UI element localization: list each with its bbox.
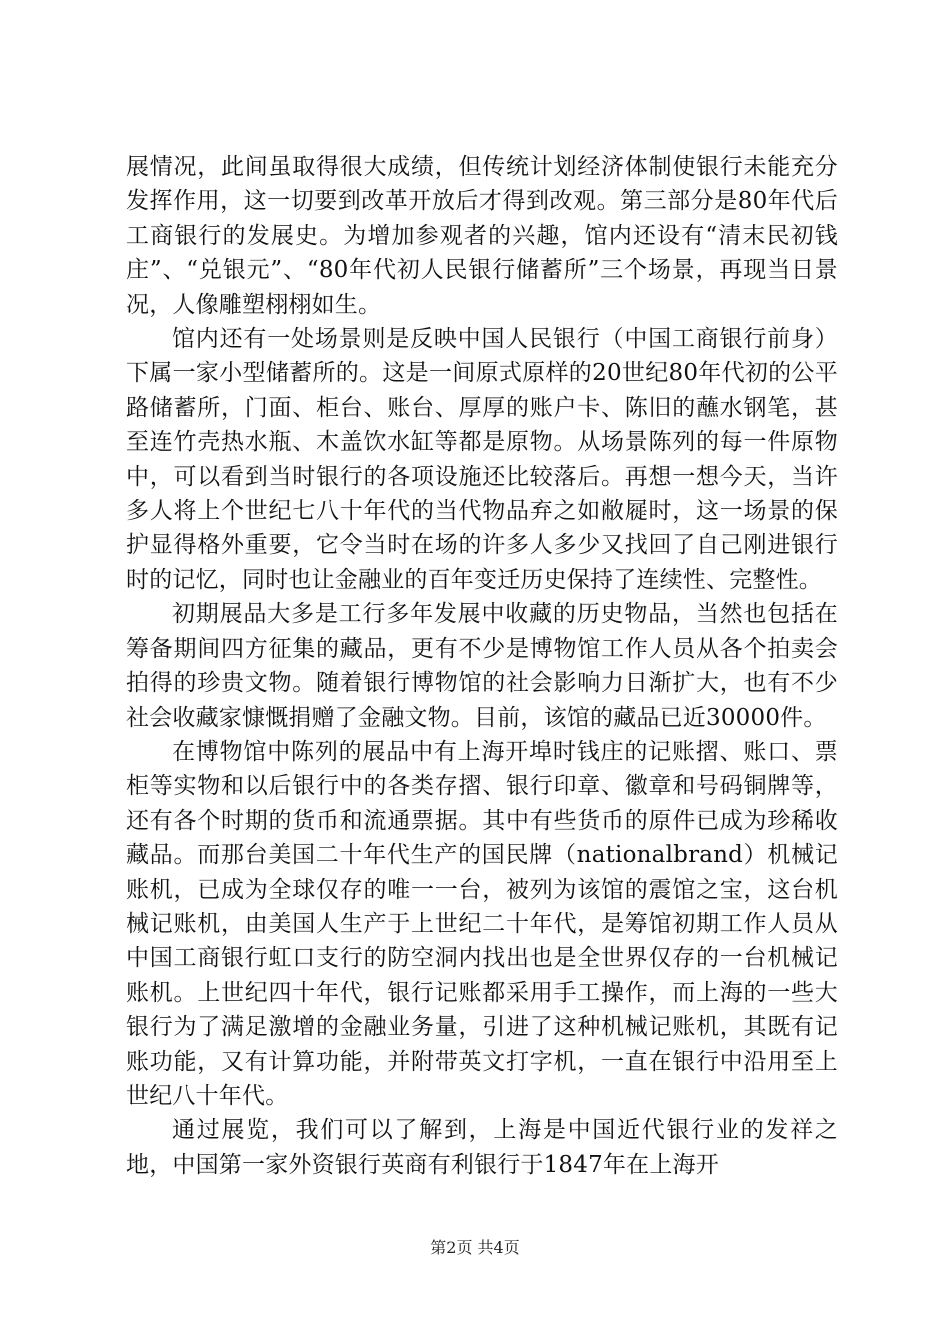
page-number-footer: 第2页 共4页 xyxy=(430,1238,520,1257)
paragraph-shanghai-banking-origin: 通过展览，我们可以了解到，上海是中国近代银行业的发祥之地，中国第一家外资银行英商有利银行于1847年在上海开 xyxy=(126,1117,838,1178)
paragraph-exhibits-bookkeeping-machine: 在博物馆中陈列的展品中有上海开埠时钱庄的记账摺、账口、票柜等实物和以后银行中的各类存摺、银行印章、徽章和号码铜牌等，还有各个时期的货币和流通票据。其中有些货币的原件已成为珍稀收藏品。而那台美国二十年代生产的国民牌（nationalbrand）机械记账机，已成为全球仅存的唯一一台，被列为该馆的震馆之宝，这台机械记账机，由美国人生产于上世纪二十年代，是筹馆初期工作人员从中国工商银行虹口支行的防空洞内找出也是全世界仅存的一台机械记账机。上世纪四十年代，银行记账都采用手工操作，而上海的一些大银行为了满足激增的金融业务量，引进了这种机械记账机，其既有记账功能，又有计算功能，并附带英文打字机，一直在银行中沿用至上世纪八十年代。 xyxy=(126,738,838,1109)
paragraph-early-exhibits: 初期展品大多是工行多年发展中收藏的历史物品，当然也包括在筹备期间四方征集的藏品，更有不少是博物馆工作人员从各个拍卖会拍得的珍贵文物。随着银行博物馆的社会影响力日渐扩大，也有不少社会收藏家慷慨捐赠了金融文物。目前，该馆的藏品已近30000件。 xyxy=(126,601,838,731)
document-body xyxy=(126,150,838,1182)
paragraph-savings-office-scene: 馆内还有一处场景则是反映中国人民银行（中国工商银行前身）下属一家小型储蓄所的。这是一间原式原样的20世纪80年代初的公平路储蓄所，门面、柜台、账台、厚厚的账户卡、陈旧的蘸水钢笔，甚至连竹壳热水瓶、木盖饮水缸等都是原物。从场景陈列的每一件原物中，可以看到当时银行的各项设施还比较落后。再想一想今天，当许多人将上个世纪七八十年代的当代物品弃之如敝屣时，这一场景的保护显得格外重要，它令当时在场的许多人多少又找回了自己刚进银行时的记忆，同时也让金融业的百年变迁历史保持了连续性、完整性。 xyxy=(126,326,838,593)
paragraph-continuation: 展情况，此间虽取得很大成绩，但传统计划经济体制使银行未能充分发挥作用，这一切要到改革开放后才得到改观。第三部分是80年代后工商银行的发展史。为增加参观者的兴趣，馆内还设有“清末民初钱庄”、“兑银元”、“80年代初人民银行储蓄所”三个场景，再现当日景况，人像雕塑栩栩如生。 xyxy=(126,154,838,318)
